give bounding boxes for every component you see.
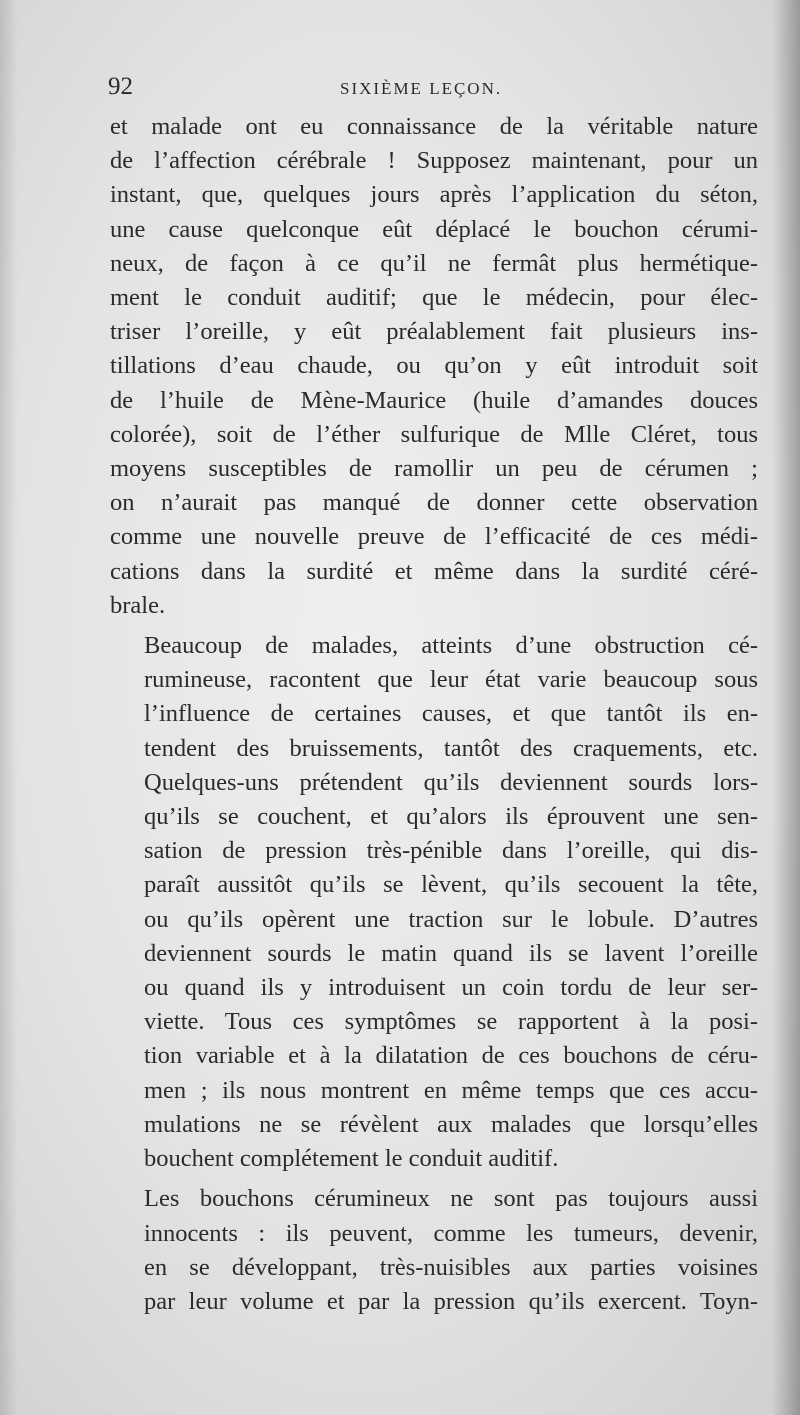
text-line: paraît aussitôt qu’ils se lèvent, qu’ils secouent la tête, <box>144 871 758 899</box>
page-number: 92 <box>108 73 133 100</box>
paragraph-1 <box>110 110 758 623</box>
text-line: et malade ont eu connaissance de la véritable nature <box>110 113 758 140</box>
text-line: tillations d’eau chaude, ou qu’on y eût introduit soit <box>110 352 758 380</box>
text-line: instant, que, quelques jours après l’application du séton, <box>110 181 758 209</box>
text-line: une cause quelconque eût déplacé le bouchon cérumi- <box>110 215 758 243</box>
text-line: l’influence de certaines causes, et que tantôt ils en- <box>144 700 758 728</box>
paragraph-2 <box>110 629 758 1176</box>
text-line: cations dans la surdité et même dans la surdité céré- <box>110 557 758 585</box>
running-head: SIXIÈME LEÇON. <box>340 79 503 98</box>
text-line: brale. <box>110 591 166 619</box>
text-line: ment le conduit auditif; que le médecin, pour élec- <box>110 284 758 312</box>
text-line: en se développant, très-nuisibles aux parties voisines <box>144 1253 758 1281</box>
text-line: Beaucoup de malades, atteints d’une obstruction cé- <box>144 632 758 660</box>
text-line: innocents : ils peuvent, comme les tumeurs, devenir, <box>144 1219 758 1247</box>
text-line: rumineuse, racontent que leur état varie beaucoup sous <box>144 666 758 694</box>
text-line: triser l’oreille, y eût préalablement fait plusieurs ins- <box>110 318 758 346</box>
text-line: viette. Tous ces symptômes se rapportent à la posi- <box>144 1008 758 1036</box>
text-line: on n’aurait pas manqué de donner cette observation <box>110 489 758 517</box>
text-line: de l’huile de Mène-Maurice (huile d’amandes douces <box>110 386 758 414</box>
text-line: Quelques-uns prétendent qu’ils deviennent sourds lors- <box>144 768 758 796</box>
text-line: par leur volume et par la pression qu’ils exercent. Toyn- <box>144 1287 758 1315</box>
text-line: deviennent sourds le matin quand ils se lavent l’oreille <box>144 939 758 967</box>
text-line: qu’ils se couchent, et qu’alors ils éprouvent une sen- <box>144 803 758 831</box>
text-line: tendent des bruissements, tantôt des craquements, etc. <box>144 734 758 762</box>
text-line: Les bouchons cérumineux ne sont pas toujours aussi <box>144 1185 758 1213</box>
page-header <box>108 70 758 104</box>
text-line: colorée), soit de l’éther sulfurique de Mlle Cléret, tous <box>110 420 758 448</box>
text-line: men ; ils nous montrent en même temps que ces accu- <box>144 1076 758 1104</box>
text-line: comme une nouvelle preuve de l’efficacité de ces médi- <box>110 523 758 551</box>
paragraph-3 <box>110 1182 758 1319</box>
text-line: neux, de façon à ce qu’il ne fermât plus hermétique- <box>110 249 758 277</box>
text-line: moyens susceptibles de ramollir un peu de cérumen ; <box>110 455 758 483</box>
text-line: mulations ne se révèlent aux malades que lorsqu’elles <box>144 1110 758 1138</box>
text-line: tion variable et à la dilatation de ces bouchons de céru- <box>144 1042 758 1070</box>
text-line: ou qu’ils opèrent une traction sur le lobule. D’autres <box>144 905 758 933</box>
text-line: ou quand ils y introduisent un coin tordu de leur ser- <box>144 974 758 1002</box>
text-line: de l’affection cérébrale ! Supposez maintenant, pour un <box>110 147 758 175</box>
text-line: sation de pression très-pénible dans l’oreille, qui dis- <box>144 837 758 865</box>
body-text <box>110 110 758 1319</box>
text-line: bouchent complétement le conduit auditif. <box>144 1145 559 1173</box>
